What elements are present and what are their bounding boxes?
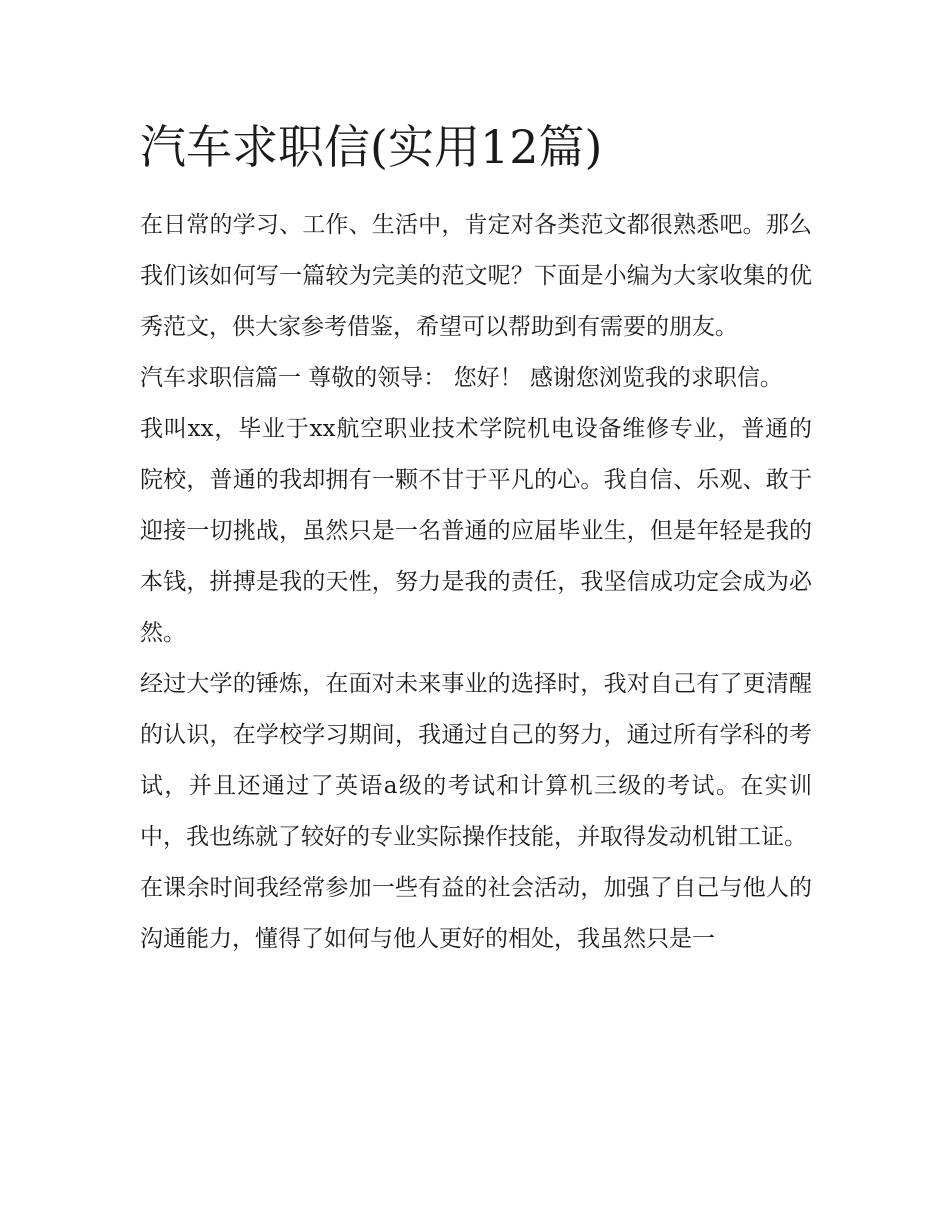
document-title: 汽车求职信(实用12篇) <box>140 120 603 174</box>
paragraph-intro: 在日常的学习、工作、生活中，肯定对各类范文都很熟悉吧。那么我们该如何写一篇较为完美的范文呢？下面是小编为大家收集的优秀范文，供大家参考借鉴，希望可以帮助到有需要的朋友。 <box>140 212 812 340</box>
paragraph-study: 经过大学的锤炼，在面对未来事业的选择时，我对自己有了更清醒的认识，在学校学习期间，我通过自己的努力，通过所有学科的考试，并且还通过了英语a级的考试和计算机三级的考试。在实训中，我也练就了较好的专业实际操作技能，并取得发动机钳工证。 <box>140 671 812 850</box>
paragraph-self-intro: 我叫xx，毕业于xx航空职业技术学院机电设备维修专业，普通的院校，普通的我却拥有一颗不甘于平凡的心。我自信、乐观、敢于迎接一切挑战，虽然只是一名普通的应届毕业生，但是年轻是我的本钱，拼搏是我的天性，努力是我的责任，我坚信成功定会成为必然。 <box>140 416 812 646</box>
paragraph-greeting: 汽车求职信篇一 尊敬的领导： 您好！ 感谢您浏览我的求职信。 <box>140 365 783 391</box>
paragraph-activities: 在课余时间我经常参加一些有益的社会活动，加强了自己与他人的沟通能力，懂得了如何与他人更好的相处，我虽然只是一 <box>140 875 812 952</box>
document-page <box>140 112 812 965</box>
